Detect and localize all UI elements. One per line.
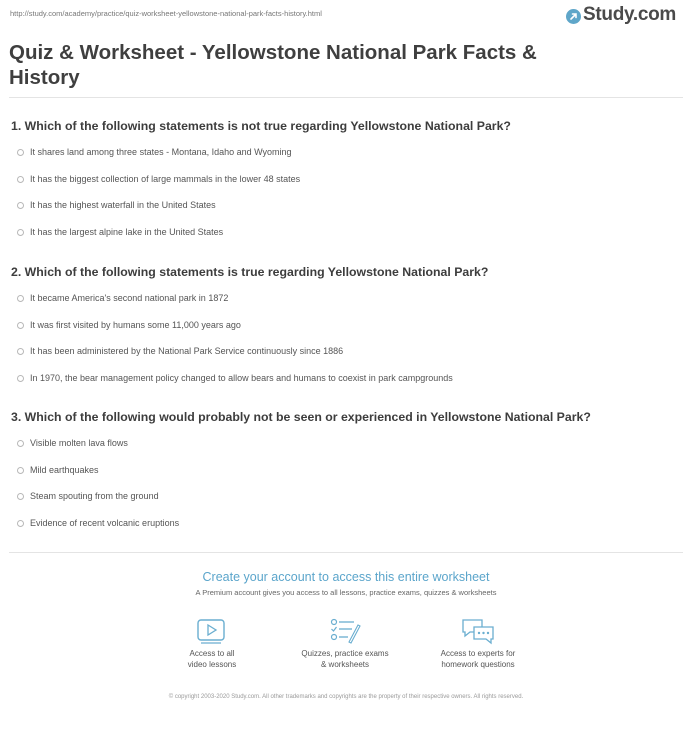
feature-line-2: homework questions (441, 659, 515, 669)
option-label: Evidence of recent volcanic eruptions (30, 518, 180, 528)
feature-line-2: & worksheets (320, 659, 370, 669)
radio-button[interactable] (17, 295, 24, 302)
option-label: Visible molten lava flows (30, 438, 128, 448)
question-1: 1. Which of the following statements is not true regarding Yellowstone National Park? (11, 119, 511, 133)
radio-button[interactable] (17, 493, 24, 500)
feature-line-1: Quizzes, practice exams (301, 649, 389, 658)
q3-option-4[interactable] (17, 518, 179, 528)
create-account-link[interactable]: Create your account to access this entire worksheet (202, 570, 490, 584)
question-2: 2. Which of the following statements is true regarding Yellowstone National Park? (11, 265, 489, 279)
option-label: It has been administered by the National Park Service continuously since 1886 (30, 346, 344, 356)
option-label: Mild earthquakes (30, 465, 99, 475)
option-label: It shares land among three states - Montana, Idaho and Wyoming (30, 147, 292, 157)
feature-video-lessons (147, 617, 277, 670)
q2-option-2[interactable] (17, 320, 241, 330)
option-label: It became America's second national park in 1872 (30, 293, 229, 303)
radio-button[interactable] (17, 322, 24, 329)
q3-option-2[interactable] (17, 465, 99, 475)
q2-option-1[interactable] (17, 293, 228, 303)
page-title: Quiz & Worksheet - Yellowstone National Park Facts & History (9, 41, 537, 89)
page-url: http://study.com/academy/practice/quiz-worksheet-yellowstone-national-park-facts-history.html (10, 9, 322, 18)
radio-button[interactable] (17, 229, 24, 236)
option-label: It has the largest alpine lake in the United States (30, 227, 224, 237)
radio-button[interactable] (17, 467, 24, 474)
question-3: 3. Which of the following would probably not be seen or experienced in Yellowstone National Park? (11, 410, 591, 424)
radio-button[interactable] (17, 202, 24, 209)
radio-button[interactable] (17, 348, 24, 355)
study-com-logo[interactable] (566, 4, 676, 26)
q1-option-4[interactable] (17, 227, 223, 237)
feature-quizzes (280, 617, 410, 670)
questions-divider (9, 552, 683, 553)
experts-chat-icon (413, 617, 543, 645)
logo-text: Study.com (582, 4, 676, 25)
feature-line-1: Access to experts for (440, 649, 516, 658)
q2-option-3[interactable] (17, 346, 343, 356)
title-divider (9, 97, 683, 98)
q3-option-3[interactable] (17, 491, 159, 501)
copyright-notice: © copyright 2003-2020 Study.com. All other trademarks and copyrights are the property of their respective owners. All rights reserved. (168, 694, 524, 700)
option-label: Steam spouting from the ground (30, 491, 159, 501)
q3-option-1[interactable] (17, 438, 128, 448)
video-lessons-icon (147, 617, 277, 645)
option-label: It has the highest waterfall in the United States (30, 200, 216, 210)
radio-button[interactable] (17, 440, 24, 447)
radio-button[interactable] (17, 520, 24, 527)
q1-option-2[interactable] (17, 174, 300, 184)
radio-button[interactable] (17, 149, 24, 156)
feature-experts (413, 617, 543, 670)
logo-mark-icon (566, 9, 581, 24)
premium-description: A Premium account gives you access to all lessons, practice exams, quizzes & worksheets (195, 588, 497, 597)
q2-option-4[interactable] (17, 373, 453, 383)
q1-option-1[interactable] (17, 147, 292, 157)
option-label: It has the biggest collection of large mammals in the lower 48 states (30, 174, 301, 184)
radio-button[interactable] (17, 375, 24, 382)
quizzes-worksheets-icon (280, 617, 410, 645)
option-label: In 1970, the bear management policy changed to allow bears and humans to coexist in park campgrounds (30, 373, 453, 383)
feature-line-2: video lessons (187, 659, 237, 669)
radio-button[interactable] (17, 176, 24, 183)
option-label: It was first visited by humans some 11,000 years ago (30, 320, 241, 330)
feature-line-1: Access to all (189, 649, 235, 658)
q1-option-3[interactable] (17, 200, 216, 210)
